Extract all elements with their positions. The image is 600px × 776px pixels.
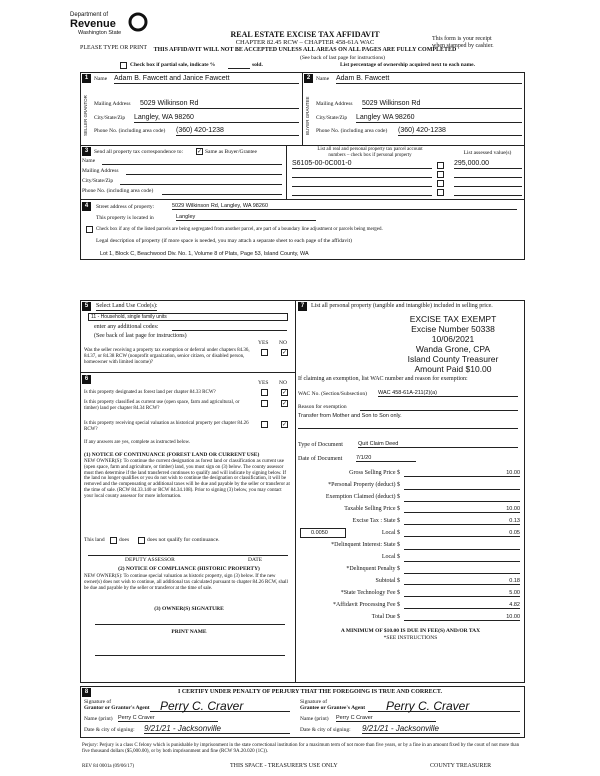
form-warning: THIS AFFIDAVIT WILL NOT BE ACCEPTED UNLESS ALL AREAS ON ALL PAGES ARE FULLY COMPLETED xyxy=(153,47,457,53)
s5-no-header: NO xyxy=(279,340,287,346)
deputy-date-label: DATE xyxy=(248,557,263,563)
stamp-line-3: 10/06/2021 xyxy=(431,334,475,344)
local-rate[interactable]: 0.0050 xyxy=(300,528,346,538)
does-not-label: does not qualify for continuance. xyxy=(147,537,220,543)
fee-label: *Delinquent Penalty $ xyxy=(346,566,400,572)
fee-label: Local $ xyxy=(381,530,400,536)
see-instructions: *SEE INSTRUCTIONS xyxy=(383,635,438,641)
segregated-label: Check box if any of the listed parcels are being segregated from another parcel, are part of a boundary line adjustment or parcels being merged. xyxy=(96,227,383,232)
fee-label: Gross Selling Price $ xyxy=(349,470,400,476)
legal-description[interactable]: Lot 1, Block C, Beachwood Div. No. 1, Volume 8 of Plats, Page 53, Island County, WA xyxy=(100,251,309,257)
receipt-note-1: This form is your receipt xyxy=(432,36,492,42)
parcel-1-personal-checkbox[interactable] xyxy=(437,162,444,169)
doc-date-label: Date of Document xyxy=(298,456,343,462)
forest-question: Is this property designated as forest land per chapter 84.33 RCW? xyxy=(84,390,216,395)
seller-phone[interactable]: (360) 420-1238 xyxy=(176,127,299,136)
same-as-buyer-label: Same as Buyer/Grantee xyxy=(205,149,257,155)
fee-value[interactable]: 4.82 xyxy=(404,602,520,609)
s6-historical-yes[interactable] xyxy=(261,421,268,428)
fee-value[interactable]: 10.00 xyxy=(404,470,520,477)
please-type: PLEASE TYPE OR PRINT xyxy=(80,45,148,51)
grantee-sig-label-2: Grantee or Grantee's Agent xyxy=(300,705,366,711)
section-5-number: 5 xyxy=(82,302,91,311)
parcel-3-personal-checkbox[interactable] xyxy=(437,180,444,187)
parcel-2-field[interactable] xyxy=(292,177,432,178)
assessed-3-field[interactable] xyxy=(454,186,522,187)
buyer-phone[interactable]: (360) 420-1238 xyxy=(398,127,522,136)
land-does-not-checkbox[interactable] xyxy=(138,537,145,544)
perjury-notice: Perjury: Perjury is a class C felony which is punishable by imprisonment in the state correctional institution for a maximum term of not more than five years, or by a fine in an amount fixed by the court of not more than five thousand dollars ($5,000.00), or by both imprisonment and fine (RCW 9A.20.020 (1C)). xyxy=(82,743,520,754)
parcel-header-2: numbers – check box if personal property xyxy=(328,153,412,158)
s6-current-use-yes[interactable] xyxy=(261,400,268,407)
parcel-4-field[interactable] xyxy=(292,195,432,196)
county-treasurer: COUNTY TREASURER xyxy=(430,763,492,769)
list-personal-label: List all personal property (tangible and intangible) included in selling price. xyxy=(311,303,493,309)
grantee-date-label: Date & city of signing: xyxy=(300,727,351,733)
s5-exemption-yes[interactable] xyxy=(261,349,268,356)
fee-value[interactable]: 0.13 xyxy=(404,518,520,525)
claiming-exemption-label: If claiming an exemption, list WAC number and reason for exemption: xyxy=(298,376,468,382)
grantee-print-name[interactable]: Perry C Craver xyxy=(336,715,436,722)
partial-sale-checkbox[interactable] xyxy=(120,62,127,69)
fee-label: Exemption Claimed (deduct) $ xyxy=(325,494,400,500)
seller-city[interactable]: Langley, WA 98260 xyxy=(134,114,299,123)
assessed-2-field[interactable] xyxy=(454,177,522,178)
parcel-number[interactable]: S6105-00-0C001-0 xyxy=(292,160,432,169)
grantor-sig-label-2: Grantor or Grantor's Agent xyxy=(84,705,150,711)
grantee-date-city[interactable]: 9/21/21 - Jacksonville xyxy=(362,724,520,734)
receipt-note-2: when stamped by cashier. xyxy=(432,43,494,49)
partial-sale-label: Check box if partial sale, indicate % xyxy=(130,62,216,68)
fee-label: Excise Tax : State $ xyxy=(352,518,400,524)
s3-name-label: Name xyxy=(82,158,96,164)
legal-label: Legal description of property (if more space is needed, you may attach a separate sheet to each page of the affidavit) xyxy=(96,238,352,244)
parcel-2-personal-checkbox[interactable] xyxy=(437,171,444,178)
fee-label: Total Due $ xyxy=(371,614,400,620)
stamp-line-4: Wanda Grone, CPA xyxy=(415,344,491,354)
grantor-date-label: Date & city of signing: xyxy=(84,727,135,733)
fee-value[interactable]: 10.00 xyxy=(404,506,520,513)
doc-type-label: Type of Document xyxy=(298,442,343,448)
section-6-number: 6 xyxy=(82,375,91,384)
section-8-number: 8 xyxy=(82,688,91,697)
stamp-line-1: EXCISE TAX EXEMPT xyxy=(409,314,497,324)
section-4-number: 4 xyxy=(82,202,91,211)
dor-swoosh-icon xyxy=(128,12,148,32)
fee-label: *Delinquent Interest: State $ xyxy=(331,542,400,548)
seller-name[interactable]: Adam B. Fawcett and Janice Fawcett xyxy=(114,75,299,84)
buyer-city[interactable]: Langley WA 98260 xyxy=(356,114,522,123)
buyer-city-label: City/State/Zip xyxy=(316,115,348,121)
assessed-header: List assessed value(s) xyxy=(463,150,512,156)
seller-city-label: City/State/Zip xyxy=(94,115,126,121)
seller-name-label: Name xyxy=(94,76,108,82)
s3-city-label: City/State/Zip xyxy=(82,178,114,184)
seller-side-label: SELLER GRANTOR xyxy=(83,95,88,137)
dor-logo-line3: Washington State xyxy=(78,30,122,36)
dor-logo-line1: Department of xyxy=(70,12,109,18)
fee-label: Taxable Selling Price $ xyxy=(344,506,400,512)
s5-exemption-no[interactable]: ✓ xyxy=(282,349,288,356)
doc-date[interactable]: 7/1/20 xyxy=(356,455,416,462)
fee-label: *Affidavit Processing Fee $ xyxy=(332,602,400,608)
stamp-line-6: Amount Paid $10.00 xyxy=(414,364,492,374)
assessed-4-field[interactable] xyxy=(454,195,522,196)
owner-signature-line[interactable] xyxy=(95,624,285,625)
doc-type[interactable]: Quit Claim Deed xyxy=(358,441,518,448)
buyer-phone-label: Phone No. (including area code) xyxy=(316,128,388,134)
dor-logo-line2: Revenue xyxy=(70,18,116,30)
print-name-line[interactable] xyxy=(95,655,285,656)
form-chapter: CHAPTER 82.45 RCW – CHAPTER 458-61A WAC xyxy=(235,39,375,46)
s6-forest-no[interactable]: ✓ xyxy=(282,389,288,396)
s5-see-back: (See back of last page for instructions) xyxy=(94,333,187,339)
fee-value[interactable] xyxy=(404,566,520,574)
deputy-assessor-label: DEPUTY ASSESSOR xyxy=(125,557,175,563)
buyer-side-label: BUYER GRANTEE xyxy=(305,96,310,136)
s3-name-field[interactable] xyxy=(102,164,282,165)
grantor-name-label: Name (print) xyxy=(84,716,113,722)
located-in[interactable]: Langley xyxy=(176,214,316,221)
fee-value[interactable]: 5.00 xyxy=(404,590,520,597)
buyer-name-label: Name xyxy=(316,76,330,82)
does-label: does xyxy=(119,537,130,543)
owner-signature-label: (3) OWNER(S) SIGNATURE xyxy=(154,606,224,612)
s6-historical-no[interactable]: ✓ xyxy=(282,421,288,428)
fee-value[interactable] xyxy=(404,494,520,502)
section-7-number: 7 xyxy=(298,302,307,311)
parcel-header-1: List all real and personal property tax parcel account xyxy=(317,147,423,152)
minimum-due-note: A MINIMUM OF $10.00 IS DUE IN FEE(S) AND/OR TAX xyxy=(340,628,481,634)
s3-phone-field[interactable] xyxy=(162,194,282,195)
treasurer-use-only: THIS SPACE - TREASURER'S USE ONLY xyxy=(230,763,338,769)
form-number: REV 84 0001a (09/06/17) xyxy=(82,764,134,769)
header-see-back: (See back of last page for instructions) xyxy=(300,55,385,61)
exemption-question: Was the seller receiving a property tax exemption or deferral under chapters 84.36, 84.37, or 84.38 RCW (nonprofit organization, senior citizen, or disabled person, homeowner with limited income)? xyxy=(84,348,250,365)
s3-city-field[interactable] xyxy=(120,184,282,185)
current-use-question: Is this property classified as current use (open space, farm and agricultural, or timber) land per chapter 84.34 RCW? xyxy=(84,400,240,411)
notice2-title: (2) NOTICE OF COMPLIANCE (HISTORIC PROPERTY) xyxy=(118,566,260,572)
stamp-line-2: Excise Number 50338 xyxy=(411,324,495,334)
seller-mailing[interactable]: 5029 Wilkinson Rd xyxy=(140,100,299,109)
wac-number[interactable]: WAC 458-61A-211(2)(a) xyxy=(378,390,518,397)
section-3-number: 3 xyxy=(82,147,91,156)
land-use-code[interactable]: 11 - Household, single family units xyxy=(88,313,288,321)
parcel-3-field[interactable] xyxy=(292,186,432,187)
s6-current-use-no[interactable]: ✓ xyxy=(282,400,288,407)
buyer-mailing[interactable]: 5029 Wilkinson Rd xyxy=(362,100,522,109)
send-correspondence-label: Send all property tax correspondence to: xyxy=(94,149,184,155)
this-land-label: This land xyxy=(84,537,105,543)
same-as-buyer-checkbox[interactable]: ✓ xyxy=(197,148,203,155)
reason-line xyxy=(360,410,518,411)
s3-mailing-label: Mailing Address xyxy=(82,168,119,174)
parcel-4-personal-checkbox[interactable] xyxy=(437,189,444,196)
fee-value[interactable] xyxy=(404,554,520,562)
seller-phone-label: Phone No. (including area code) xyxy=(94,128,166,134)
fee-label: *Personal Property (deduct) $ xyxy=(328,482,400,488)
buyer-mailing-label: Mailing Address xyxy=(316,101,353,107)
notice1-title: (1) NOTICE OF CONTINUANCE (FOREST LAND OR CURRENT USE) xyxy=(84,452,260,458)
grantor-sig-label-1: Signature of xyxy=(84,699,112,705)
street-label: Street address of property: xyxy=(96,204,155,210)
form-title: REAL ESTATE EXCISE TAX AFFIDAVIT xyxy=(230,30,380,39)
fee-value[interactable]: 0.18 xyxy=(404,578,520,585)
grantee-signature[interactable]: Perry C. Craver xyxy=(386,699,470,713)
enter-additional-label: enter any additional codes: xyxy=(94,324,159,330)
segregated-checkbox[interactable] xyxy=(86,226,93,233)
ownership-note: List percentage of ownership acquired next to each name. xyxy=(340,62,475,68)
notice2-body: NEW OWNER(S): To continue special valuation as historic property, sign (3) below. If the new owner(s) does not wish to continue, all additional tax calculated pursuant to chapter 84.26 RCW, shall be due and payable by the seller or transferor at the time of sale. xyxy=(84,574,288,591)
section-2-number: 2 xyxy=(304,74,313,83)
s6-forest-yes[interactable] xyxy=(261,389,268,396)
select-land-use-label: Select Land Use Code(s): xyxy=(96,303,157,311)
certify-statement: I CERTIFY UNDER PENALTY OF PERJURY THAT THE FOREGOING IS TRUE AND CORRECT. xyxy=(177,689,442,695)
reason-text[interactable]: Transfer from Mother and Son to Son only. xyxy=(298,413,402,419)
reason-extra-line[interactable] xyxy=(298,428,518,429)
grantor-signature[interactable]: Perry C. Craver xyxy=(160,699,244,713)
fee-value[interactable]: 10.00 xyxy=(404,614,520,621)
section-1-number: 1 xyxy=(82,74,91,83)
partial-sale-percent[interactable] xyxy=(228,68,250,69)
fee-value[interactable]: 0.05 xyxy=(404,530,520,537)
fee-label: Local $ xyxy=(381,554,400,560)
s6-no-header: NO xyxy=(279,380,287,386)
stamp-line-5: Island County Treasurer xyxy=(407,354,499,364)
historical-question: Is this property receiving special valuation as historical property per chapter 84.26 RCW? xyxy=(84,421,249,432)
fee-label: *State Technology Fee $ xyxy=(340,590,400,596)
print-name-label: PRINT NAME xyxy=(171,629,207,635)
s6-yes-header: YES xyxy=(258,380,269,386)
grantee-name-label: Name (print) xyxy=(300,716,329,722)
s5-yes-header: YES xyxy=(258,340,269,346)
s3-phone-label: Phone No. (including area code) xyxy=(82,188,154,194)
fee-label: Subtotal $ xyxy=(375,578,400,584)
fee-value[interactable] xyxy=(404,482,520,490)
street-address[interactable]: 5029 Wilkinson Rd, Langley, WA 98260 xyxy=(172,203,517,210)
land-does-checkbox[interactable] xyxy=(110,537,117,544)
buyer-name[interactable]: Adam B. Fawcett xyxy=(336,75,522,84)
reason-label: Reason for exemption xyxy=(298,404,347,410)
additional-codes-field[interactable] xyxy=(172,330,287,331)
s3-mailing-field[interactable] xyxy=(126,174,282,175)
deputy-assessor-line[interactable] xyxy=(88,555,288,556)
located-label: This property is located in xyxy=(96,215,154,221)
wac-label: WAC No. (Section/Subsection) xyxy=(298,391,367,397)
dor-logo xyxy=(70,12,155,40)
fee-value[interactable] xyxy=(404,542,520,550)
assessed-value[interactable]: 295,000.00 xyxy=(454,160,522,169)
notice1-body: NEW OWNER(S): To continue the current designation as forest land or classification as current use (open space, farm and agriculture, or timber) land, you must sign on (3) below. The county assessor must then determine if the land transferred continues to qualify and will indicate by signing below. If the land no longer qualifies or you do not wish to continue the designation or classification, it will be removed and the compensating or additional taxes will be due and payable by the seller or transferor at the time of sale. (RCW 84.33.140 or RCW 84.34.108). Prior to signing (3) below, you may contact your local county assessor for more information. xyxy=(84,459,290,499)
grantee-sig-label-1: Signature of xyxy=(300,699,328,705)
grantor-print-name[interactable]: Perry C Craver xyxy=(118,715,218,722)
grantor-date-city[interactable]: 9/21/21 - Jacksonville xyxy=(144,724,290,734)
if-yes-note: If any answers are yes, complete as instructed below. xyxy=(84,440,191,445)
exempt-stamp xyxy=(388,314,518,374)
sold-label: sold. xyxy=(252,62,263,68)
seller-mailing-label: Mailing Address xyxy=(94,101,131,107)
